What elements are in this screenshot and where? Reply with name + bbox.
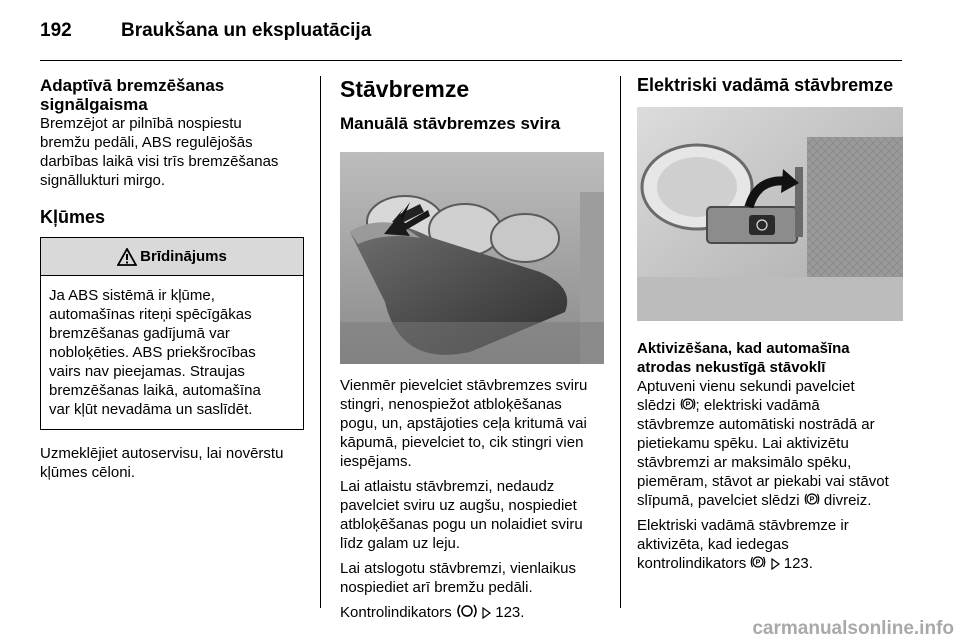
page-reference-arrow-icon: [771, 558, 780, 570]
manual-handbrake-photo: [340, 152, 604, 364]
column-divider-1: [320, 76, 321, 608]
paragraph-service: Uzmeklējiet autoservisu, lai novērstu kļūmes cēloni.: [40, 445, 284, 481]
parking-brake-indicator-icon: [750, 554, 766, 570]
section-heading-adaptive-brake-light: Adaptīvā bremzēšanas signālgaisma: [40, 76, 225, 114]
paragraph-release-lever: Lai atlaistu stāvbremzi, nedaudz pavelciet sviru uz augšu, nospiediet atbloķēšanas pogu un nolaidiet sviru līdz galam uz leju.: [340, 478, 583, 552]
column-3: [637, 76, 905, 573]
brake-warning-light-icon: [456, 603, 478, 619]
svg-text:P: P: [756, 559, 761, 567]
parking-brake-switch-icon: [680, 396, 696, 412]
column-divider-2: [620, 76, 621, 608]
header-rule: [40, 60, 902, 61]
page-reference-arrow-icon: [482, 607, 491, 619]
paragraph-activated-indicator: Elektriski vadāmā stāvbremze ir aktivizēta, kad iedegas kontrolindikators P 123.: [637, 517, 849, 572]
warning-triangle-icon: [117, 248, 137, 266]
warning-body: Ja ABS sistēmā ir kļūme, automašīnas riteņi spēcīgākas bremzēšanas gadījumā var nobloķēties. ABS priekšrocības vairs nav pieejamas. Straujas bremzēšanas laikā, automašīna var kļūt nevadāma un saslīdēt.: [49, 287, 261, 418]
paragraph-unload-brake: Lai atslogotu stāvbremzi, vienlaikus nospiediet arī bremžu pedāli.: [340, 560, 576, 596]
reference-line: Kontrolindikators 123.: [340, 604, 525, 621]
paragraph-apply-lever: Vienmēr pievelciet stāvbremzes sviru stingri, nenospiežot atbloķēšanas pogu, un, apstājoties ceļa kritumā vai kāpumā, pievelciet to, cik stingri vien iespējams.: [340, 377, 588, 470]
section-heading-parking-brake: Stāvbremze: [340, 76, 470, 102]
subheading-activation-stationary: Aktivizēšana, kad automašīna atrodas nekustīgā stāvoklī: [637, 340, 850, 376]
warning-box: [40, 237, 304, 430]
page-title: Braukšana un ekspluatācija: [121, 20, 372, 41]
watermark: carmanualsonline.info: [752, 618, 954, 639]
electric-brake-switch-photo: [637, 107, 903, 321]
subheading-manual-lever: Manuālā stāvbremzes svira: [340, 114, 561, 133]
svg-text:P: P: [685, 401, 690, 409]
paragraph-brake-light: Bremzējot ar pilnībā nospiestu bremžu pedāli, ABS regulējošās darbības laikā visi trīs bremzēšanas signāllukturi mirgo.: [40, 115, 279, 189]
page-number: 192: [40, 20, 72, 41]
section-heading-faults: Kļūmes: [40, 207, 106, 227]
column-1: [40, 76, 305, 482]
svg-text:P: P: [809, 496, 815, 504]
parking-brake-switch-icon: [804, 491, 820, 507]
section-heading-electric-brake: Elektriski vadāmā stāvbremze: [637, 75, 894, 95]
paragraph-activation: Aptuveni vienu sekundi pavelciet slēdzi P ; elektriski vadāmā stāvbremze automātiski nostrādā ar pietiekamu spēku. Lai aktivizētu stāvbremzi ar maksimālo spēku, piemēram, stāvot ar piekabi vai stāvot slīpumā, pavelciet slēdzi P divreiz.: [637, 378, 889, 509]
warning-header: Brīdinājums: [41, 238, 303, 276]
column-2: [340, 76, 605, 622]
